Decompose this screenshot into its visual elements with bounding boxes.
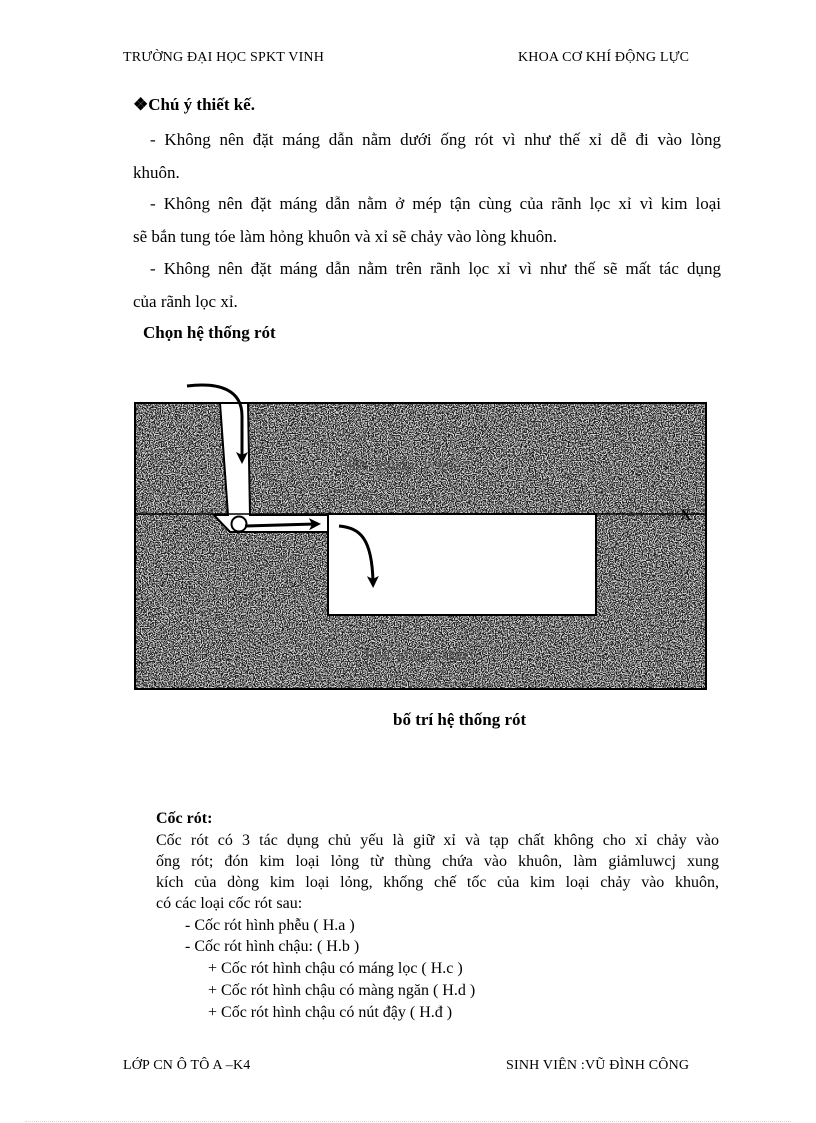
gating-heading: Chọn hệ thống rót [143, 323, 276, 342]
cup-desc-line4: có các loại cốc rót sau: [156, 895, 303, 912]
runner-flow-arrow-icon [245, 524, 315, 526]
note2-line2: sẽ bắn tung tóe làm hỏng khuôn và xỉ sẽ chảy vào lòng khuôn. [133, 227, 557, 246]
footer-student: SINH VIÊN :VŨ ĐÌNH CÔNG [506, 1058, 690, 1073]
cup-desc-line2: ống rót; đón kim loại lỏng từ thùng chứa vào khuôn, làm giảmluwcj xung [156, 853, 719, 870]
note1-line1 [133, 123, 721, 156]
design-notes-heading [133, 88, 255, 121]
list-item: + Cốc rót hình chậu có màng ngăn ( H.d ) [208, 982, 476, 999]
note2-text: - Không nên đặt máng dẫn nằm ở mép tận cùng của rãnh lọc xỉ vì kim loại [150, 194, 721, 213]
upper-flask-label: Hòm khuôn trên [344, 459, 454, 474]
cup-desc-line3: kích của dòng kim loại lỏng, khống chế tốc của kim loại chảy vào khuôn, [156, 874, 719, 891]
note1-line2: khuôn. [133, 163, 180, 182]
list-item: - Cốc rót hình chậu: ( H.b ) [185, 938, 360, 955]
list-item: + Cốc rót hình chậu có máng lọc ( H.c ) [208, 960, 463, 977]
pouring-cup-heading: Cốc rót: [156, 810, 213, 827]
header-school: TRƯỜNG ĐẠI HỌC SPKT VINH [123, 50, 325, 65]
page-bottom-divider [25, 1121, 791, 1122]
note3-line2: của rãnh lọc xỉ. [133, 292, 238, 311]
list-item: - Cốc rót hình phễu ( H.a ) [185, 917, 355, 934]
lower-flask-label: Hòm khuôn dưới [366, 649, 476, 664]
note3-text: - Không nên đặt máng dẫn nằm trên rãnh lọc xỉ vì như thế sẽ mất tác dụng [150, 259, 721, 278]
list-item: + Cốc rót hình chậu có nút đậy ( H.đ ) [208, 1004, 453, 1021]
cup-desc-line1: Cốc rót có 3 tác dụng chủ yếu là giữ xỉ và tạp chất không cho xỉ chảy vào [156, 832, 719, 849]
gating-system-diagram [132, 378, 710, 692]
mold-cavity [328, 514, 596, 615]
bullet-icon: ❖ [133, 95, 149, 114]
header-faculty: KHOA CƠ KHÍ ĐỘNG LỰC [518, 50, 690, 65]
footer-class: LỚP CN Ô TÔ A –K4 [123, 1058, 251, 1073]
design-notes-title: Chú ý thiết kế. [148, 95, 255, 114]
parting-marker: X [680, 507, 692, 524]
note2-line1 [133, 187, 721, 220]
figure-caption: bố trí hệ thống rót [393, 710, 527, 729]
note1-text: - Không nên đặt máng dẫn nằm dưới ống rót vì như thế xỉ dễ đi vào lòng [150, 130, 721, 149]
note3-line1 [133, 252, 721, 285]
ball-icon [232, 517, 247, 532]
